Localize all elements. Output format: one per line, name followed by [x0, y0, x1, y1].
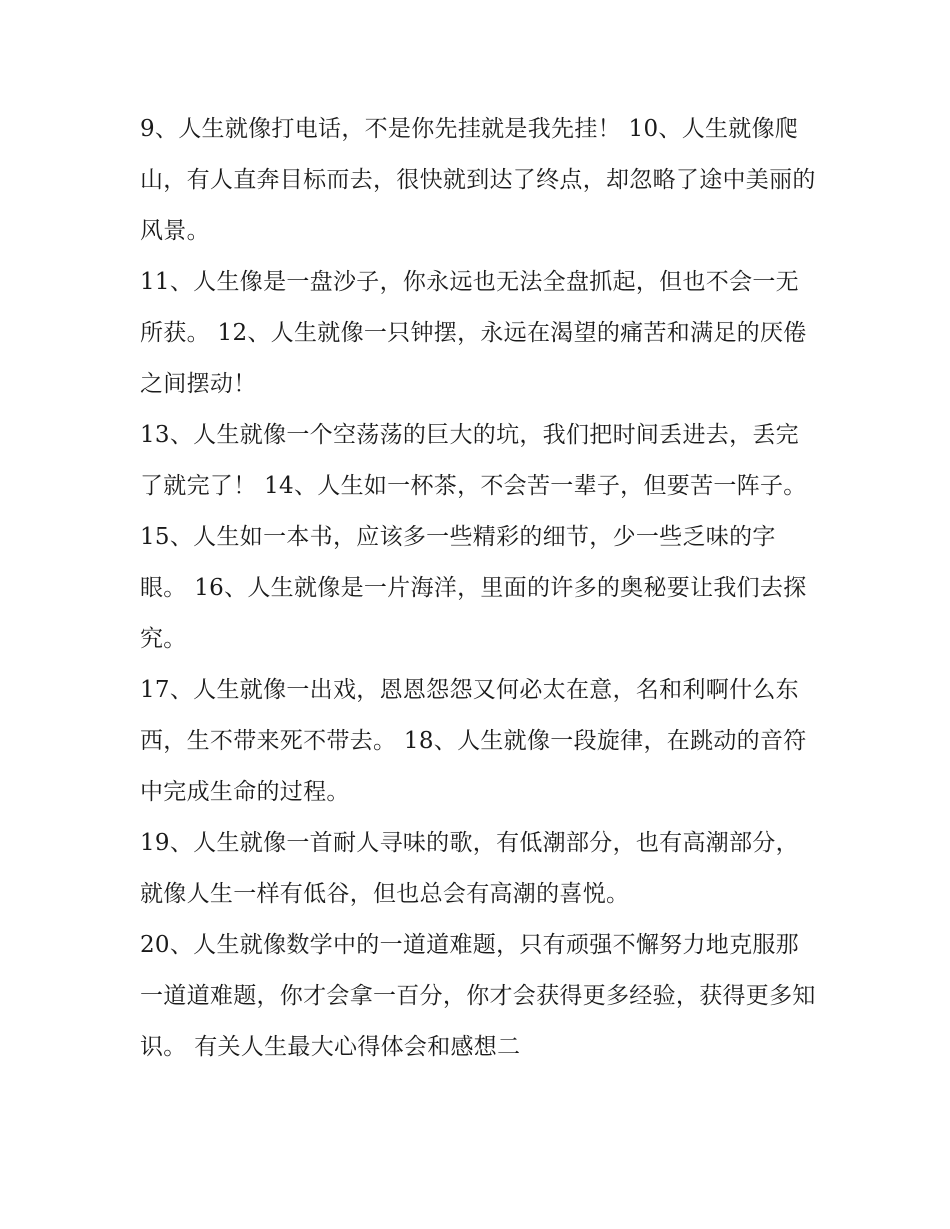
- paragraph-9-10: 9、人生就像打电话，不是你先挂就是我先挂！ 10、人生就像爬山，有人直奔目标而去，很快就到达了终点，却忽略了途中美丽的风景。: [140, 116, 816, 244]
- paragraph-17-18: 17、人生就像一出戏，恩恩怨怨又何必太在意，名和利啊什么东西，生不带来死不带去。 18、人生就像一段旋律，在跳动的音符中完成生命的过程。: [140, 677, 807, 805]
- paragraph-20: 20、人生就像数学中的一道道难题，只有顽强不懈努力地克服那一道道难题，你才会拿一百分，你才会获得更多经验，获得更多知识。 有关人生最大心得体会和感想二: [140, 932, 816, 1060]
- paragraph-15-16: 15、人生如一本书，应该多一些精彩的细节，少一些乏味的字眼。 16、人生就像是一片海洋，里面的许多的奥秘要让我们去探究。: [140, 524, 807, 652]
- paragraph-11-12: 11、人生像是一盘沙子，你永远也无法全盘抓起，但也不会一无所获。 12、人生就像一只钟摆，永远在渴望的痛苦和满足的厌倦之间摆动！: [140, 269, 807, 397]
- document-body: [140, 104, 820, 1073]
- paragraph-19: 19、人生就像一首耐人寻味的歌，有低潮部分，也有高潮部分，就像人生一样有低谷，但也总会有高潮的喜悦。: [140, 830, 799, 907]
- paragraph-13-14: 13、人生就像一个空荡荡的巨大的坑，我们把时间丢进去，丢完了就完了！ 14、人生如一杯茶，不会苦一辈子，但要苦一阵子。: [140, 422, 807, 499]
